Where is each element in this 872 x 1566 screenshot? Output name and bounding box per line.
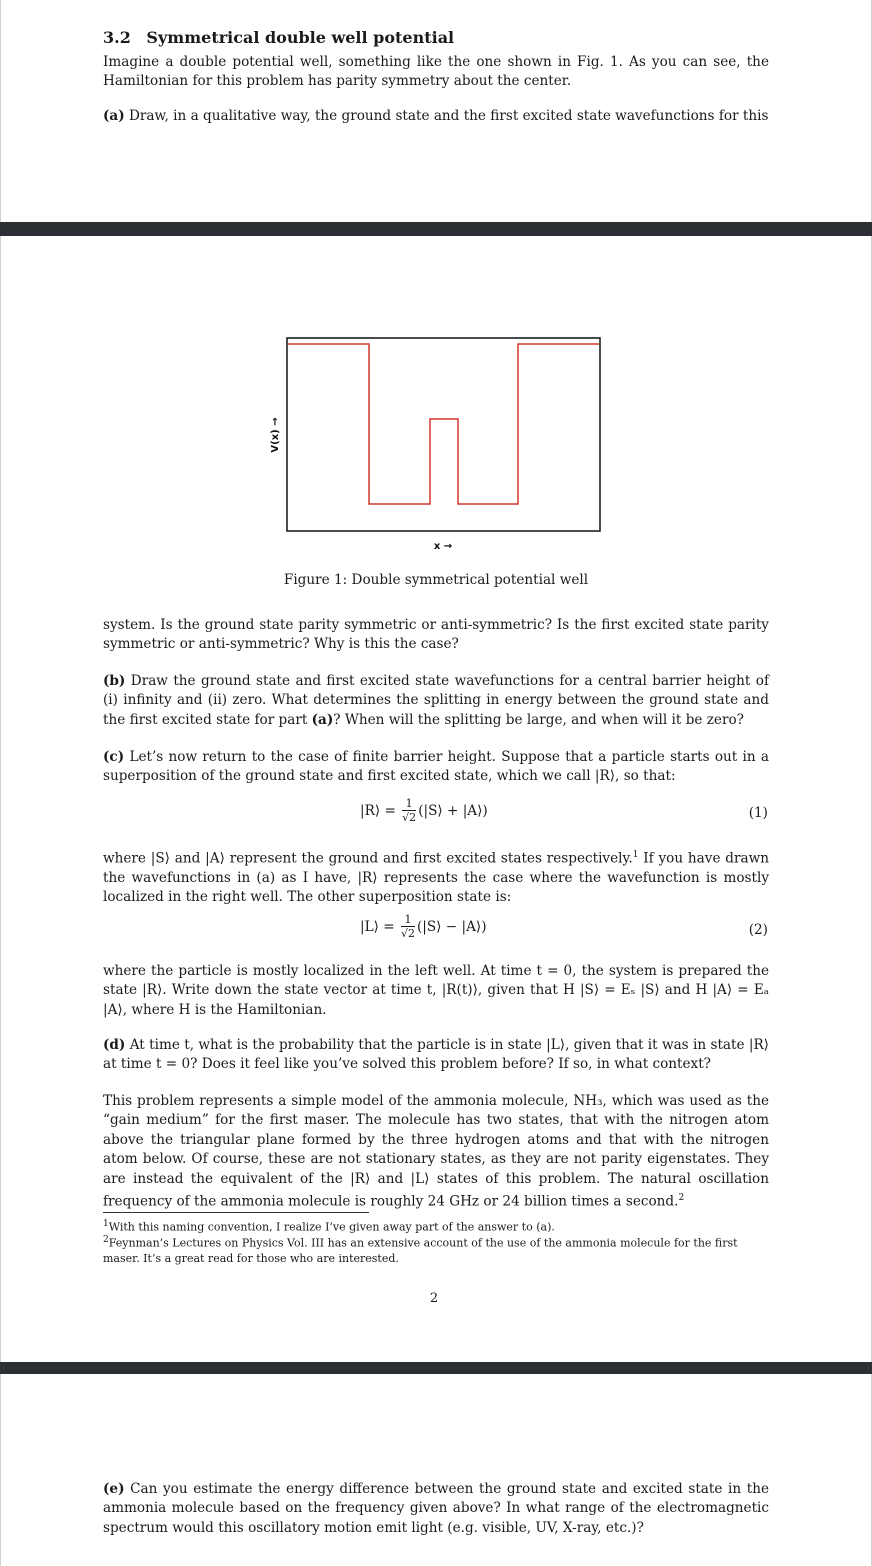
equation-1-number: (1) [748, 805, 768, 821]
part-e-label: (e) [103, 1481, 125, 1497]
eq1-lhs: |R⟩ = [360, 803, 396, 819]
y-axis-label: V(x) → [270, 417, 281, 453]
closing-paragraph [103, 1092, 769, 1212]
section-heading [103, 28, 454, 47]
part-e [103, 1480, 769, 1538]
footnote-1-text: With this naming convention, I realize I’ve given away part of the answer to (a). [108, 1220, 555, 1234]
eq1-frac-num: 1 [402, 798, 416, 811]
page-edge-left [0, 0, 1, 222]
equation-2 [360, 914, 487, 941]
part-b [103, 672, 769, 730]
part-c [103, 748, 769, 787]
eq1-rhs: (|S⟩ + |A⟩) [418, 803, 488, 819]
figure-caption: Figure 1: Double symmetrical potential well [283, 572, 589, 588]
footnote-mark-2: 2 [678, 1193, 685, 1204]
eq2-frac-den: √2 [400, 927, 415, 940]
part-b-text-1: Draw the ground state and first excited state wavefunctions for a central barrier height of (i) infinity and (ii) zero. What determines the splitting in energy between the ground state and the first excited state for part [103, 673, 769, 728]
part-c-after-eq2: where the particle is mostly localized in the left well. At time t = 0, the system is prepared the state |R⟩. Write down the state vector at time t, |R(t)⟩, given that H |S⟩ = Eₛ |S⟩ and H |A⟩ = Eₐ |A⟩, where H is the Hamiltonian. [103, 963, 769, 1018]
after-eq1-a: where |S⟩ and |A⟩ represent the ground and first excited states respectively. [103, 850, 633, 867]
potential-line [288, 344, 599, 504]
after-eq1-b: If you have drawn the wavefunctions in (a) as I have, |R⟩ represents the case where the wavefunction is mostly localized in the right well. The other superposition state is: [103, 850, 769, 906]
plot-frame [287, 338, 600, 531]
eq2-fraction [401, 914, 415, 941]
equation-2-number: (2) [748, 922, 768, 938]
equation-1 [360, 798, 488, 825]
eq2-frac-num: 1 [401, 914, 415, 927]
page-edge-left [0, 1374, 1, 1566]
part-a-continued: system. Is the ground state parity symmetric or anti-symmetric? Is the first excited state parity symmetric or anti-symmetric? Why is this the case? [103, 617, 769, 653]
part-b-text-2: ? When will the splitting be large, and when will it be zero? [333, 711, 744, 728]
footnote-2 [103, 1233, 769, 1266]
eq1-frac-den: √2 [402, 811, 417, 824]
part-d-text: At time t, what is the probability that the particle is in state |L⟩, given that it was in state |R⟩ at time t = 0? Does it feel like you’ve solved this problem before? If so, in what context? [103, 1037, 769, 1073]
footnote-rule [103, 1212, 369, 1213]
potential-well-figure [262, 330, 612, 555]
page-separator [0, 222, 872, 236]
footnote-2-text: Feynman’s Lectures on Physics Vol. III has an extensive account of the use of the ammonia molecule for the first maser. It’s a great read for those who are interested. [103, 1236, 738, 1265]
part-a-label: (a) [103, 108, 125, 124]
page-number: 2 [429, 1291, 439, 1306]
part-c-after-eq1 [103, 846, 769, 908]
intro-paragraph: Imagine a double potential well, something like the one shown in Fig. 1. As you can see, the Hamiltonian for this problem has parity symmetry about the center. [103, 54, 769, 90]
closing-text: This problem represents a simple model of the ammonia molecule, NH₃, which was used as the “gain medium” for the first maser. The molecule has two states, that with the nitrogen atom above the triangular plane formed by the three hydrogen atoms and that with the nitrogen atom below. Of course, these are not stationary states, as they are not parity eigenstates. They are instead the equivalent of the |R⟩ and |L⟩ states of this problem. The natural oscillation frequency of the ammonia molecule is roughly 24 GHz or 24 billion times a second. [103, 1093, 769, 1210]
part-a-start [103, 107, 769, 126]
eq2-rhs: (|S⟩ − |A⟩) [416, 919, 487, 935]
part-b-bold-ref: (a) [311, 711, 334, 728]
eq1-fraction [402, 798, 416, 825]
part-b-label: (b) [103, 673, 126, 689]
part-c-label: (c) [103, 749, 125, 765]
part-d-label: (d) [103, 1037, 126, 1053]
footnote-1 [103, 1217, 769, 1235]
footnote-1-mark: 1 [103, 1219, 109, 1229]
page-edge-left [0, 236, 1, 1362]
section-number: 3.2 [103, 28, 131, 47]
x-axis-label: x → [433, 541, 453, 552]
eq2-lhs: |L⟩ = [360, 919, 395, 935]
footnote-2-mark: 2 [103, 1235, 109, 1245]
part-d [103, 1036, 769, 1075]
section-title: Symmetrical double well potential [146, 28, 455, 47]
footnote-mark-1: 1 [632, 850, 639, 860]
part-c-text: Let’s now return to the case of finite barrier height. Suppose that a particle starts out in a superposition of the ground state and first excited state, which we call |R⟩, so that: [103, 749, 769, 785]
part-a-text-start: Draw, in a qualitative way, the ground state and the first excited state wavefunctions for this [129, 108, 769, 124]
part-e-text: Can you estimate the energy difference between the ground state and excited state in the ammonia molecule based on the frequency given above? In what range of the electromagnetic spectrum would this oscillatory motion emit light (e.g. visible, UV, X-ray, etc.)? [103, 1481, 769, 1536]
page-separator [0, 1362, 872, 1374]
